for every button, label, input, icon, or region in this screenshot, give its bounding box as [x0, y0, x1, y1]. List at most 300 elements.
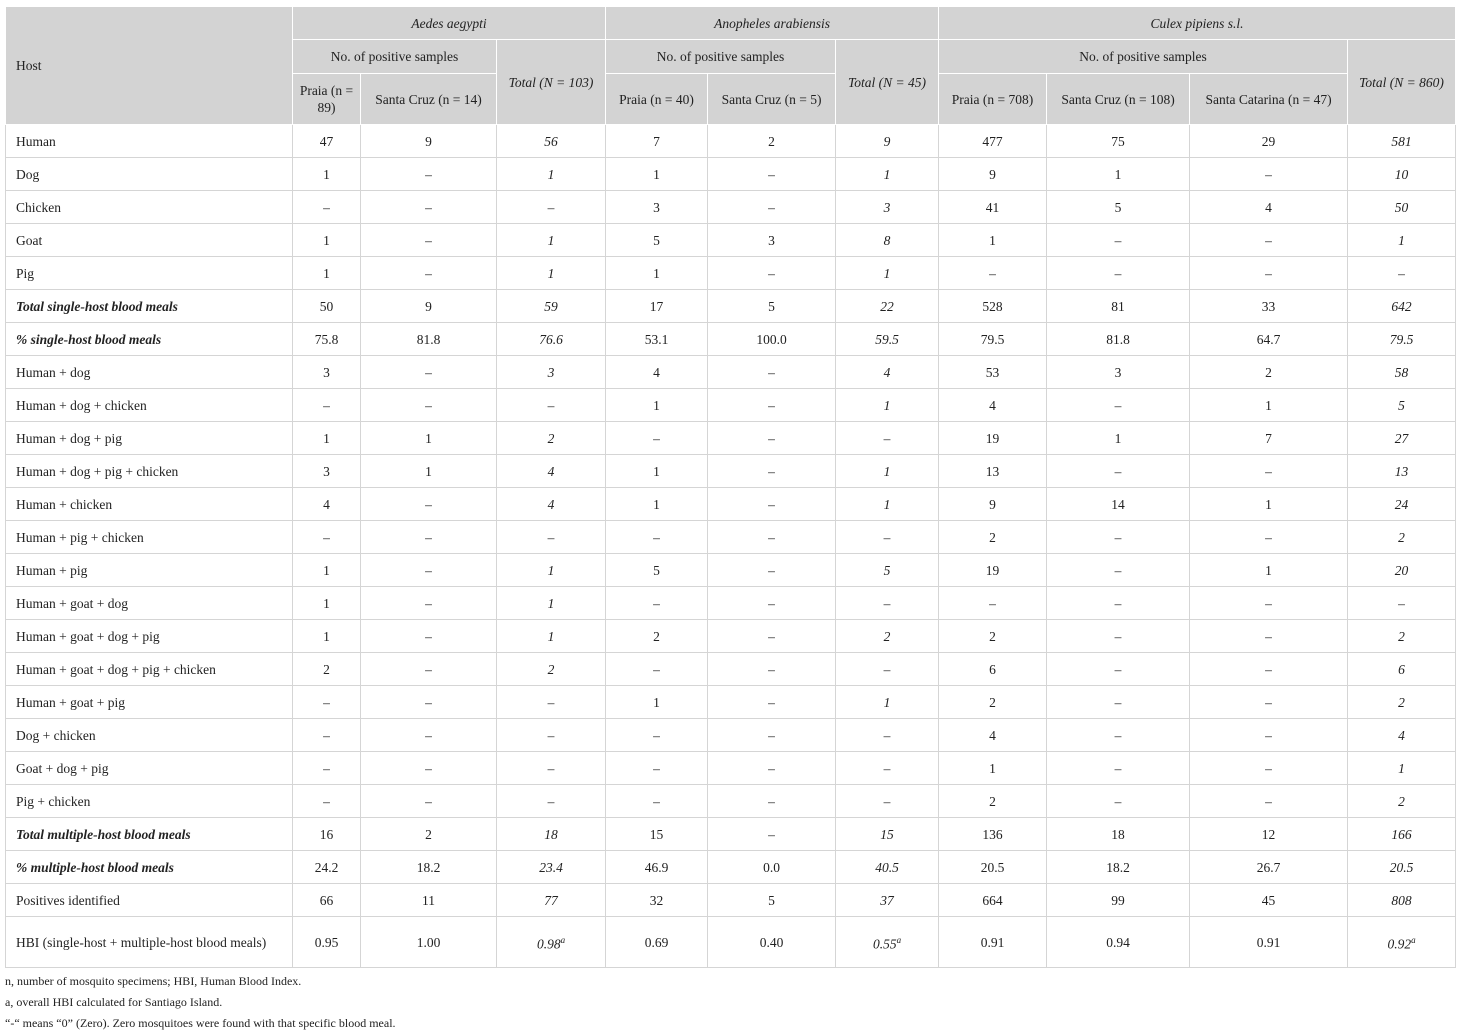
table-cell — [939, 290, 1047, 323]
cell-value: – — [323, 760, 330, 776]
table-cell — [708, 917, 836, 968]
cell-value: 50 — [319, 298, 334, 314]
row-host-label: % single-host blood meals — [6, 323, 293, 356]
cell-value: 58 — [1394, 364, 1409, 380]
header-site: Santa Cruz (n = 108) — [1047, 74, 1190, 125]
table-cell — [606, 455, 708, 488]
table-cell — [1047, 587, 1190, 620]
cell-value: – — [768, 496, 775, 512]
table-row — [6, 323, 1456, 356]
cell-value: – — [425, 727, 432, 743]
table-row — [6, 290, 1456, 323]
row-host-label: Human + pig + chicken — [6, 521, 293, 554]
table-cell — [293, 191, 361, 224]
cell-value: – — [768, 364, 775, 380]
cell-value: – — [883, 529, 891, 545]
table-row — [6, 620, 1456, 653]
table-cell — [606, 323, 708, 356]
table-cell — [293, 323, 361, 356]
cell-value: – — [323, 727, 330, 743]
cell-value: 13 — [985, 463, 1000, 479]
table-cell — [1348, 455, 1456, 488]
row-host-label: Human + dog + pig + chicken — [6, 455, 293, 488]
table-cell — [939, 521, 1047, 554]
table-cell — [1348, 521, 1456, 554]
table-cell — [708, 587, 836, 620]
cell-value: 0.92 — [1387, 936, 1412, 952]
cell-value: – — [425, 265, 432, 281]
table-cell — [836, 125, 939, 158]
table-cell — [361, 521, 497, 554]
cell-value: 5 — [653, 562, 660, 578]
table-cell — [939, 125, 1047, 158]
table-cell — [1190, 488, 1348, 521]
cell-value: 1 — [1398, 232, 1405, 248]
cell-value: 46.9 — [644, 859, 669, 875]
cell-value: 24 — [1394, 496, 1409, 512]
table-cell — [708, 752, 836, 785]
table-cell — [1190, 686, 1348, 719]
cell-value: 2 — [768, 133, 775, 149]
table-cell — [497, 389, 606, 422]
table-cell — [606, 191, 708, 224]
cell-value: 1 — [547, 265, 555, 281]
cell-value: 20.5 — [1389, 859, 1414, 875]
table-cell — [361, 488, 497, 521]
table-cell — [361, 686, 497, 719]
table-row — [6, 686, 1456, 719]
header-site: Praia (n = 89) — [293, 74, 361, 125]
table-cell — [836, 719, 939, 752]
cell-value: – — [883, 727, 891, 743]
cell-value: 2 — [1265, 364, 1272, 380]
table-cell — [606, 884, 708, 917]
cell-value: – — [768, 694, 775, 710]
table-cell — [708, 653, 836, 686]
table-cell — [497, 884, 606, 917]
table-row — [6, 488, 1456, 521]
cell-value: 77 — [544, 892, 558, 908]
cell-value: 2 — [653, 628, 660, 644]
cell-value: 2 — [425, 826, 432, 842]
cell-value: – — [547, 760, 555, 776]
table-cell — [1348, 719, 1456, 752]
cell-value: – — [1265, 529, 1272, 545]
table-cell — [361, 224, 497, 257]
table-cell — [939, 785, 1047, 818]
table-cell — [836, 158, 939, 191]
table-cell — [1047, 323, 1190, 356]
cell-value: – — [883, 661, 891, 677]
cell-value: – — [768, 760, 775, 776]
table-cell — [836, 620, 939, 653]
table-cell — [293, 785, 361, 818]
cell-value: 16 — [319, 826, 334, 842]
table-cell — [1190, 719, 1348, 752]
cell-value: 3 — [653, 199, 660, 215]
table-cell — [1348, 389, 1456, 422]
table-cell — [708, 554, 836, 587]
table-cell — [361, 719, 497, 752]
cell-value: – — [1114, 727, 1122, 743]
table-cell — [497, 686, 606, 719]
table-row — [6, 818, 1456, 851]
cell-value: 81.8 — [1106, 331, 1130, 347]
cell-value: 17 — [649, 298, 664, 314]
table-cell — [1047, 257, 1190, 290]
table-cell — [497, 224, 606, 257]
cell-value: 664 — [982, 892, 1003, 908]
table-cell — [708, 290, 836, 323]
table-cell — [497, 257, 606, 290]
cell-value: 5 — [883, 562, 891, 578]
cell-value: 4 — [1265, 199, 1272, 215]
cell-value: 1 — [883, 397, 891, 413]
cell-value: – — [653, 595, 660, 611]
cell-value: – — [1265, 661, 1272, 677]
cell-value: 1 — [1265, 496, 1272, 512]
row-host-label: Dog + chicken — [6, 719, 293, 752]
table-cell — [836, 785, 939, 818]
table-cell — [1190, 818, 1348, 851]
cell-value: 9 — [425, 298, 432, 314]
table-cell — [1348, 884, 1456, 917]
table-cell — [497, 554, 606, 587]
table-cell — [606, 224, 708, 257]
table-cell — [1047, 785, 1190, 818]
cell-value: – — [1114, 628, 1122, 644]
row-host-label: Human + goat + dog + pig + chicken — [6, 653, 293, 686]
cell-value: 1 — [323, 430, 330, 446]
row-host-label: Human + pig — [6, 554, 293, 587]
table-cell — [361, 554, 497, 587]
cell-value: 76.6 — [539, 331, 563, 347]
cell-value: – — [323, 199, 330, 215]
row-host-label: Dog — [6, 158, 293, 191]
table-cell — [836, 257, 939, 290]
table-row — [6, 422, 1456, 455]
cell-value: 47 — [319, 133, 334, 149]
table-cell — [497, 521, 606, 554]
table-cell — [606, 554, 708, 587]
table-row — [6, 455, 1456, 488]
cell-value: 0.69 — [644, 934, 669, 950]
table-cell — [836, 455, 939, 488]
cell-value: 66 — [319, 892, 334, 908]
cell-value: – — [653, 430, 660, 446]
cell-value: 15 — [880, 826, 894, 842]
row-host-label: Goat + dog + pig — [6, 752, 293, 785]
table-cell — [606, 158, 708, 191]
cell-value: – — [323, 529, 330, 545]
footnote: a, overall HBI calculated for Santiago Island. — [5, 995, 223, 1009]
table-cell — [939, 818, 1047, 851]
table-cell — [939, 356, 1047, 389]
cell-value: – — [653, 529, 660, 545]
table-cell — [708, 389, 836, 422]
cell-value: 81.8 — [416, 331, 441, 347]
header-total-aedes: Total (N = 103) — [497, 40, 606, 125]
table-cell — [1047, 488, 1190, 521]
table-cell — [939, 323, 1047, 356]
table-cell — [1190, 587, 1348, 620]
cell-value: 53.1 — [644, 331, 669, 347]
table-cell — [1348, 191, 1456, 224]
cell-value: 1 — [323, 232, 330, 248]
cell-value: – — [425, 595, 432, 611]
table-row — [6, 785, 1456, 818]
table-cell — [1047, 917, 1190, 968]
cell-value: 1 — [547, 232, 555, 248]
table-row — [6, 752, 1456, 785]
cell-value: 3 — [1114, 364, 1122, 380]
header-total-culex: Total (N = 860) — [1348, 40, 1456, 125]
cell-value: – — [425, 364, 432, 380]
table-body — [6, 125, 1456, 968]
cell-value: 4 — [989, 727, 996, 743]
cell-value: – — [425, 397, 432, 413]
table-cell — [836, 818, 939, 851]
table-cell — [293, 488, 361, 521]
table-cell — [497, 323, 606, 356]
cell-value: – — [653, 793, 660, 809]
table-cell — [293, 752, 361, 785]
table-cell — [361, 818, 497, 851]
cell-value: 1 — [323, 166, 330, 182]
table-cell — [708, 224, 836, 257]
cell-value: 2 — [989, 529, 996, 545]
cell-value: 1 — [653, 496, 660, 512]
cell-value: 1 — [883, 463, 891, 479]
cell-value: – — [1114, 793, 1122, 809]
table-cell — [606, 917, 708, 968]
cell-value: – — [1265, 463, 1272, 479]
table-cell — [361, 620, 497, 653]
cell-value: 2 — [547, 661, 555, 677]
cell-value: 24.2 — [314, 859, 339, 875]
cell-value: 18.2 — [416, 859, 441, 875]
header-species-anopheles: Anopheles arabiensis — [606, 7, 939, 40]
table-cell — [293, 719, 361, 752]
table-cell — [1348, 620, 1456, 653]
cell-value: – — [1114, 661, 1122, 677]
table-cell — [939, 719, 1047, 752]
cell-value: 2 — [989, 793, 996, 809]
table-cell — [606, 785, 708, 818]
table-cell — [1348, 554, 1456, 587]
cell-value: – — [425, 232, 432, 248]
cell-value: 18 — [1111, 826, 1125, 842]
header-total-anopheles: Total (N = 45) — [836, 40, 939, 125]
table-cell — [939, 554, 1047, 587]
table-cell — [1047, 356, 1190, 389]
table-cell — [497, 653, 606, 686]
table-cell — [497, 488, 606, 521]
cell-value: – — [768, 397, 775, 413]
table-cell — [497, 158, 606, 191]
cell-value: 5 — [1114, 199, 1122, 215]
cell-value: 2 — [883, 628, 891, 644]
cell-value: 1 — [883, 496, 891, 512]
table-cell — [708, 488, 836, 521]
cell-value: – — [1114, 760, 1122, 776]
cell-value: 0.91 — [980, 934, 1005, 950]
cell-value: 2 — [1398, 694, 1405, 710]
cell-value: 59 — [544, 298, 558, 314]
cell-value: 9 — [425, 133, 432, 149]
table-cell — [606, 257, 708, 290]
table-cell — [708, 686, 836, 719]
cell-value: 23.4 — [539, 859, 563, 875]
row-host-label: Human + goat + pig — [6, 686, 293, 719]
table-cell — [939, 851, 1047, 884]
table-cell — [1190, 323, 1348, 356]
cell-value: 45 — [1261, 892, 1276, 908]
cell-value: 1 — [547, 562, 555, 578]
table-cell — [836, 521, 939, 554]
cell-value: 5 — [768, 298, 775, 314]
cell-value: 0.95 — [314, 934, 339, 950]
cell-value: – — [425, 760, 432, 776]
cell-value: 4 — [653, 364, 660, 380]
table-row — [6, 554, 1456, 587]
table-cell — [708, 125, 836, 158]
table-cell — [497, 455, 606, 488]
table-cell — [708, 884, 836, 917]
cell-value: 528 — [982, 298, 1003, 314]
cell-value: 1 — [323, 562, 330, 578]
table-cell — [361, 191, 497, 224]
cell-value: 9 — [883, 133, 891, 149]
cell-value: – — [768, 166, 775, 182]
table-cell — [836, 851, 939, 884]
cell-value: 50 — [1394, 199, 1409, 215]
table-cell — [939, 587, 1047, 620]
cell-value: 1 — [653, 397, 660, 413]
cell-value: – — [323, 793, 330, 809]
table-cell — [293, 653, 361, 686]
cell-value: 1.00 — [416, 934, 441, 950]
cell-value: 7 — [653, 133, 660, 149]
table-cell — [1348, 488, 1456, 521]
table-cell — [497, 290, 606, 323]
table-cell — [1190, 356, 1348, 389]
table-cell — [497, 587, 606, 620]
cell-value: – — [1114, 529, 1122, 545]
table-cell — [1047, 125, 1190, 158]
cell-value: 1 — [323, 265, 330, 281]
table-cell — [1047, 191, 1190, 224]
table-row — [6, 158, 1456, 191]
table-cell — [361, 389, 497, 422]
table-cell — [939, 686, 1047, 719]
table-header — [6, 7, 1456, 125]
cell-value: 1 — [547, 595, 555, 611]
table-cell — [361, 884, 497, 917]
table-cell — [361, 257, 497, 290]
cell-value: – — [768, 628, 775, 644]
table-row — [6, 191, 1456, 224]
table-cell — [361, 851, 497, 884]
cell-value: 26.7 — [1256, 859, 1281, 875]
table-cell — [497, 851, 606, 884]
cell-value: 2 — [989, 628, 996, 644]
table-cell — [1190, 191, 1348, 224]
cell-value: 0.55 — [872, 936, 897, 952]
cell-value: – — [768, 265, 775, 281]
table-cell — [939, 191, 1047, 224]
table-cell — [939, 620, 1047, 653]
table-cell — [1047, 752, 1190, 785]
table-cell — [293, 554, 361, 587]
table-cell — [1047, 851, 1190, 884]
table-row — [6, 851, 1456, 884]
header-site: Santa Cruz (n = 5) — [708, 74, 836, 125]
cell-value: 100.0 — [756, 331, 787, 347]
table-cell — [361, 125, 497, 158]
cell-value: – — [425, 793, 432, 809]
cell-value: – — [989, 595, 996, 611]
cell-value: – — [768, 826, 775, 842]
cell-value: – — [1265, 166, 1272, 182]
table-cell — [497, 191, 606, 224]
table-cell — [1190, 455, 1348, 488]
table-cell — [1190, 851, 1348, 884]
cell-value: 1 — [323, 628, 330, 644]
table-cell — [361, 455, 497, 488]
table-cell — [1348, 158, 1456, 191]
cell-value: 1 — [883, 265, 891, 281]
table-cell — [1190, 125, 1348, 158]
table-cell — [606, 356, 708, 389]
cell-value: 1 — [989, 760, 996, 776]
table-cell — [293, 290, 361, 323]
header-positive-aedes: No. of positive samples — [293, 40, 497, 74]
cell-value: – — [547, 727, 555, 743]
cell-value: – — [1114, 562, 1122, 578]
table-cell — [1047, 224, 1190, 257]
table-cell — [293, 257, 361, 290]
table-cell — [1348, 323, 1456, 356]
cell-value: – — [768, 529, 775, 545]
table-cell — [361, 323, 497, 356]
table-cell — [293, 356, 361, 389]
table-cell — [606, 719, 708, 752]
cell-value: 1 — [653, 463, 660, 479]
table-row — [6, 917, 1456, 968]
cell-value: – — [425, 166, 432, 182]
table-cell — [1047, 389, 1190, 422]
cell-value: 1 — [425, 463, 432, 479]
cell-value: 19 — [985, 430, 1000, 446]
cell-value: – — [883, 793, 891, 809]
cell-value: 7 — [1265, 430, 1272, 446]
table-cell — [1047, 455, 1190, 488]
cell-value: 20 — [1394, 562, 1409, 578]
table-cell — [836, 884, 939, 917]
table-cell — [293, 884, 361, 917]
cell-value: – — [1114, 232, 1122, 248]
cell-value: 0.94 — [1106, 934, 1130, 950]
table-cell — [1047, 818, 1190, 851]
table-cell — [606, 488, 708, 521]
table-cell — [1190, 389, 1348, 422]
cell-value: 53 — [985, 364, 1000, 380]
table-cell — [1190, 917, 1348, 968]
cell-value: 20.5 — [980, 859, 1005, 875]
table-cell — [836, 389, 939, 422]
table-cell — [1348, 290, 1456, 323]
